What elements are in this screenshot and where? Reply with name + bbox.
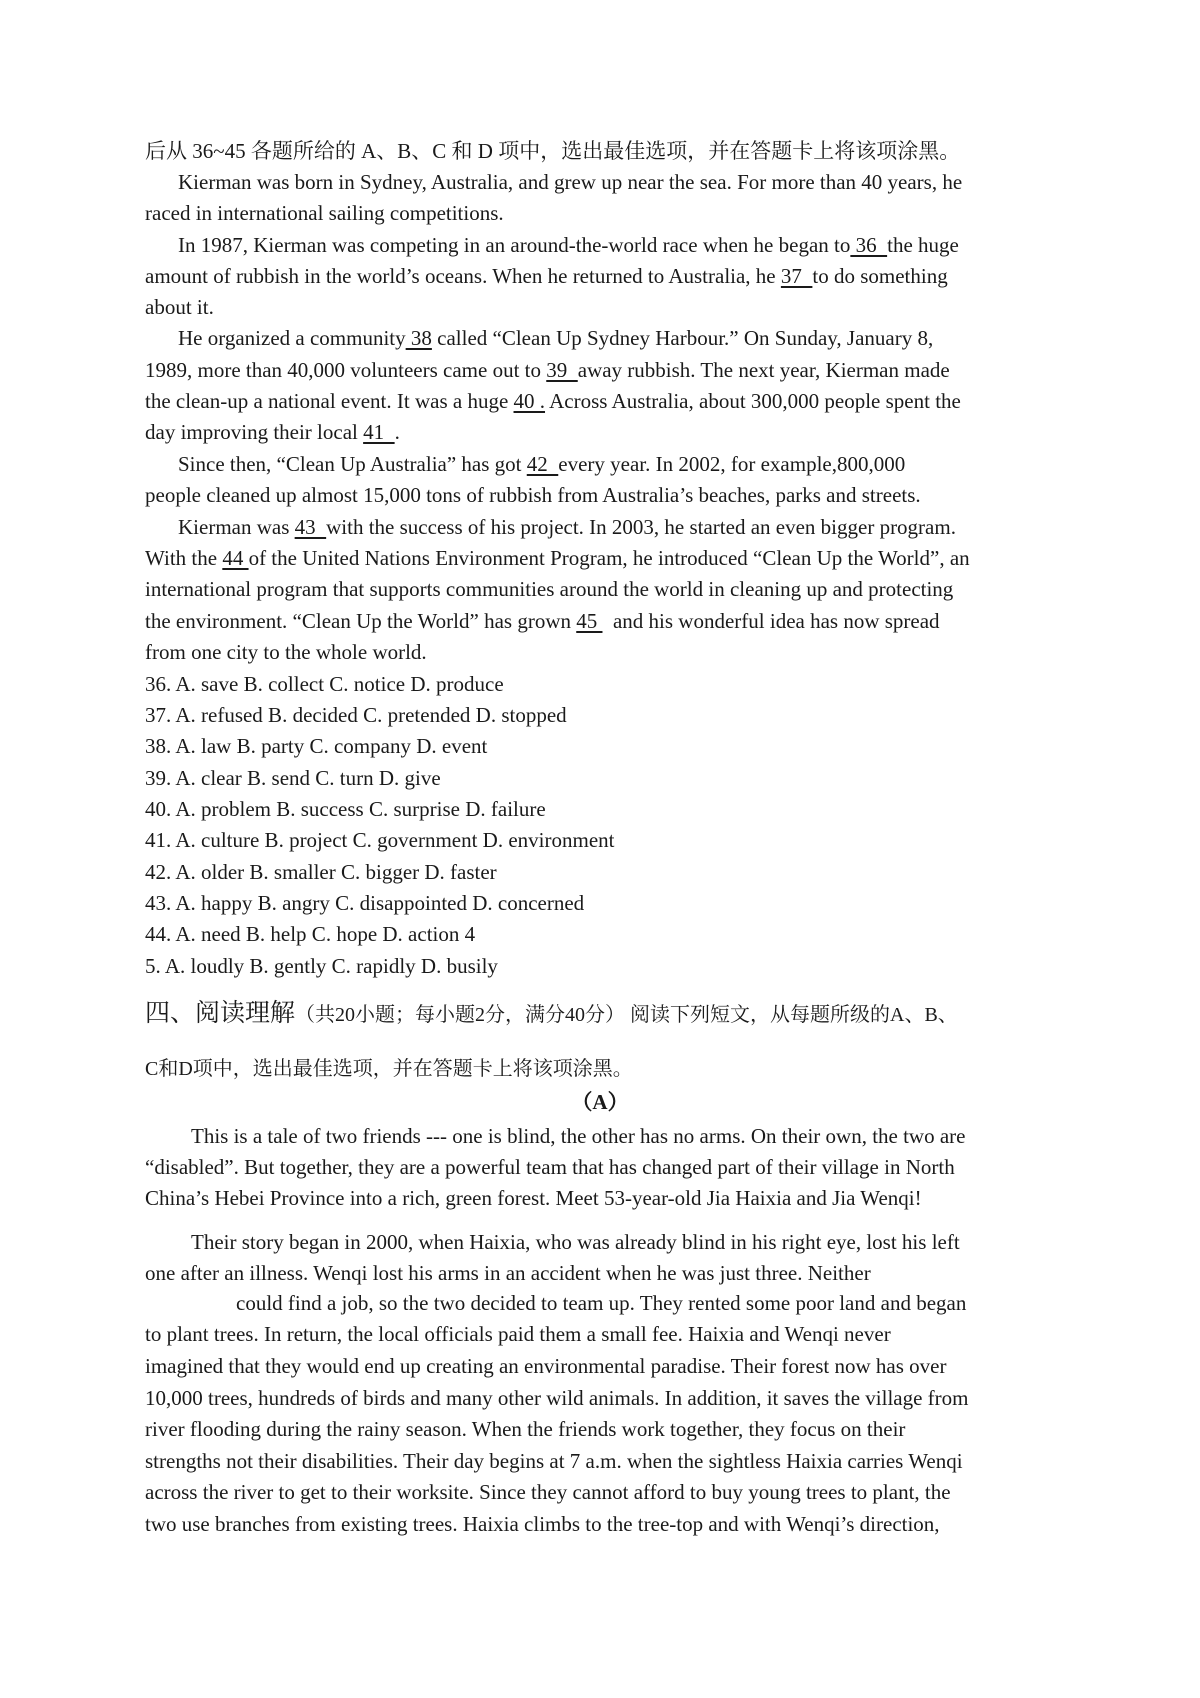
- cloze-paragraph-2-line-3: about it.: [145, 295, 214, 319]
- blank-41: 41: [363, 420, 395, 444]
- text: amount of rubbish in the world’s oceans. When he returned to Australia, he: [145, 264, 781, 288]
- cloze-paragraph-2-line-1: [178, 235, 959, 256]
- blank-45: 45: [576, 609, 603, 633]
- cloze-paragraph-5-line-1: [178, 517, 956, 538]
- option-line: 36. A. save B. collect C. notice D. produce: [145, 672, 504, 696]
- text: Kierman was: [178, 515, 295, 539]
- text: In 1987, Kierman was competing in an around-the-world race when he began to: [178, 233, 851, 257]
- passage-line: river flooding during the rainy season. When the friends work together, they focus on their: [145, 1417, 906, 1441]
- cloze-paragraph-3-line-3: [145, 391, 961, 412]
- blank-44: 44: [222, 546, 249, 570]
- option-line: 39. A. clear B. send C. turn D. give: [145, 766, 441, 790]
- option-line: 5. A. loudly B. gently C. rapidly D. busily: [145, 954, 498, 978]
- blank-36: 36: [850, 233, 888, 257]
- section-heading: [145, 1001, 958, 1026]
- text: With the: [145, 546, 223, 570]
- passage-line: This is a tale of two friends --- one is blind, the other has no arms. On their own, the two are: [191, 1124, 966, 1148]
- cloze-paragraph-3-line-1: [178, 328, 933, 349]
- cloze-paragraph-2-line-2: [145, 266, 948, 287]
- cloze-paragraph-3-line-2: [145, 360, 950, 381]
- passage-line: could find a job, so the two decided to team up. They rented some poor land and began: [236, 1291, 967, 1315]
- passage-line: two use branches from existing trees. Haixia climbs to the tree-top and with Wenqi’s direction,: [145, 1512, 940, 1536]
- text: He organized a community: [178, 326, 406, 350]
- option-line: 42. A. older B. smaller C. bigger D. faster: [145, 860, 497, 884]
- text: and his wonderful idea has now spread: [602, 609, 940, 633]
- section-instructions: C和D项中，选出最佳选项，并在答题卡上将该项涂黑。: [145, 1058, 633, 1080]
- text: .: [394, 420, 400, 444]
- section-title: 四、阅读理解: [145, 1000, 296, 1027]
- blank-37: 37: [780, 264, 813, 288]
- text: the clean-up a national event. It was a huge: [145, 389, 514, 413]
- passage-line: across the river to get to their worksite. Since they cannot afford to buy young trees to plant, the: [145, 1480, 951, 1504]
- option-line: 41. A. culture B. project C. government D. environment: [145, 828, 615, 852]
- passage-line: imagined that they would end up creating an environmental paradise. Their forest now has over: [145, 1354, 947, 1378]
- section-note: （共20小题；每小题2分，满分40分） 阅读下列短文，从每题所级的A、B、: [295, 1004, 958, 1026]
- cloze-paragraph-1-line-1: Kierman was born in Sydney, Australia, and grew up near the sea. For more than 40 years, he: [178, 170, 963, 194]
- cloze-paragraph-3-line-4: [145, 422, 400, 443]
- text: day improving their local: [145, 420, 364, 444]
- text: of the United Nations Environment Program, he introduced “Clean Up the World”, an: [248, 546, 970, 570]
- text: called “Clean Up Sydney Harbour.” On Sunday, January 8,: [431, 326, 934, 350]
- passage-line: strengths not their disabilities. Their day begins at 7 a.m. when the sightless Haixia carries Wenqi: [145, 1449, 963, 1473]
- option-line: 38. A. law B. party C. company D. event: [145, 734, 488, 758]
- blank-38: 38: [405, 326, 432, 350]
- option-line: 37. A. refused B. decided C. pretended D. stopped: [145, 703, 567, 727]
- cloze-paragraph-1-line-2: raced in international sailing competitions.: [145, 201, 504, 225]
- text: 1989, more than 40,000 volunteers came out to: [145, 358, 547, 382]
- cloze-paragraph-5-line-2: [145, 548, 970, 569]
- text: the environment. “Clean Up the World” has grown: [145, 609, 577, 633]
- text: every year. In 2002, for example,800,000: [558, 452, 906, 476]
- text: the huge: [887, 233, 959, 257]
- blank-40: 40 .: [513, 389, 546, 413]
- passage-label: （A）: [571, 1090, 629, 1114]
- passage-line: China’s Hebei Province into a rich, green forest. Meet 53-year-old Jia Haixia and Jia Wenqi!: [145, 1186, 922, 1210]
- passage-line: 10,000 trees, hundreds of birds and many other wild animals. In addition, it saves the village from: [145, 1386, 969, 1410]
- blank-39: 39: [546, 358, 578, 382]
- cloze-paragraph-4-line-2: people cleaned up almost 15,000 tons of rubbish from Australia’s beaches, parks and streets.: [145, 483, 921, 507]
- cloze-paragraph-5-line-5: from one city to the whole world.: [145, 640, 427, 664]
- passage-line: to plant trees. In return, the local officials paid them a small fee. Haixia and Wenqi never: [145, 1322, 891, 1346]
- cloze-instructions: 后从 36~45 各题所给的 A、B、C 和 D 项中，选出最佳选项，并在答题卡上将该项涂黑。: [145, 139, 961, 163]
- blank-43: 43: [294, 515, 327, 539]
- text: to do something: [812, 264, 948, 288]
- option-line: 43. A. happy B. angry C. disappointed D. concerned: [145, 891, 585, 915]
- option-line: 44. A. need B. help C. hope D. action 4: [145, 922, 476, 946]
- text: away rubbish. The next year, Kierman made: [577, 358, 950, 382]
- passage-line: “disabled”. But together, they are a powerful team that has changed part of their village in North: [145, 1155, 955, 1179]
- cloze-paragraph-5-line-3: international program that supports communities around the world in cleaning up and protecting: [145, 577, 954, 601]
- cloze-paragraph-4-line-1: [178, 454, 905, 475]
- passage-line: Their story began in 2000, when Haixia, who was already blind in his right eye, lost his left: [191, 1230, 960, 1254]
- cloze-paragraph-5-line-4: [145, 611, 940, 632]
- blank-42: 42: [526, 452, 559, 476]
- passage-line: one after an illness. Wenqi lost his arms in an accident when he was just three. Neither: [145, 1261, 871, 1285]
- text: with the success of his project. In 2003, he started an even bigger program.: [326, 515, 956, 539]
- text: Across Australia, about 300,000 people spent the: [545, 389, 961, 413]
- option-line: 40. A. problem B. success C. surprise D. failure: [145, 797, 546, 821]
- text: Since then, “Clean Up Australia” has got: [178, 452, 527, 476]
